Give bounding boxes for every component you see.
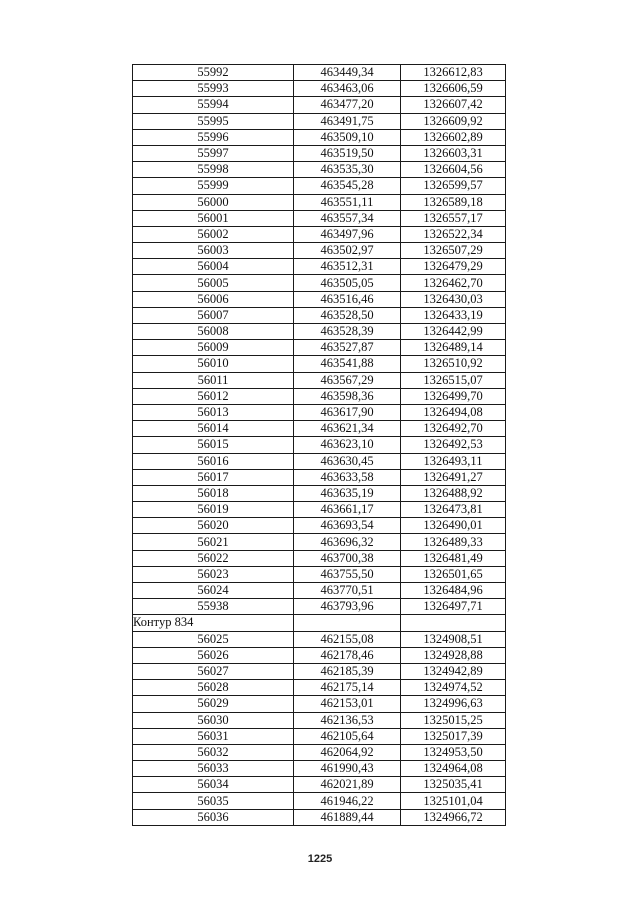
x-coordinate-cell: 463770,51 [294,583,401,599]
x-coordinate-cell: 463463,06 [294,81,401,97]
x-coordinate-cell: 463541,88 [294,356,401,372]
x-coordinate-cell: 461889,44 [294,809,401,825]
x-coordinate-cell: 463696,32 [294,534,401,550]
point-number-cell: 56036 [133,809,294,825]
contour-header-row [133,615,506,631]
y-coordinate-cell: 1326462,70 [401,275,506,291]
point-number-cell: 56035 [133,793,294,809]
table-row [133,502,506,518]
table-row [133,712,506,728]
table-row [133,550,506,566]
point-number-cell: 56012 [133,388,294,404]
table-row [133,113,506,129]
table-row [133,696,506,712]
table-row [133,291,506,307]
table-row [133,340,506,356]
point-number-cell: 56023 [133,566,294,582]
point-number-cell: 56002 [133,226,294,242]
x-coordinate-cell: 462136,53 [294,712,401,728]
point-number-cell: 56033 [133,761,294,777]
x-coordinate-cell: 463545,28 [294,178,401,194]
x-coordinate-cell: 462021,89 [294,777,401,793]
table-row [133,663,506,679]
coordinates-table-body [133,65,506,826]
x-coordinate-cell: 463509,10 [294,129,401,145]
table-row [133,777,506,793]
x-coordinate-cell: 463633,58 [294,469,401,485]
x-coordinate-cell: 462105,64 [294,728,401,744]
y-coordinate-cell: 1325015,25 [401,712,506,728]
point-number-cell: 55994 [133,97,294,113]
x-coordinate-cell: 463630,45 [294,453,401,469]
point-number-cell: 56019 [133,502,294,518]
y-coordinate-cell: 1326489,14 [401,340,506,356]
point-number-cell: 56029 [133,696,294,712]
x-coordinate-cell: 462185,39 [294,663,401,679]
x-coordinate-cell: 462178,46 [294,647,401,663]
point-number-cell: 56018 [133,485,294,501]
y-coordinate-cell: 1326494,08 [401,404,506,420]
y-coordinate-cell: 1324974,52 [401,680,506,696]
y-coordinate-cell: 1326599,57 [401,178,506,194]
y-coordinate-cell: 1324964,08 [401,761,506,777]
y-coordinate-cell: 1326430,03 [401,291,506,307]
point-number-cell: 55993 [133,81,294,97]
x-coordinate-cell: 463519,50 [294,145,401,161]
point-number-cell: 56007 [133,307,294,323]
y-coordinate-cell: 1326522,34 [401,226,506,242]
point-number-cell: 55995 [133,113,294,129]
point-number-cell: 56005 [133,275,294,291]
point-number-cell: 56010 [133,356,294,372]
point-number-cell: 56022 [133,550,294,566]
table-row [133,129,506,145]
table-row [133,243,506,259]
y-coordinate-cell: 1326515,07 [401,372,506,388]
point-number-cell: 56021 [133,534,294,550]
x-coordinate-cell: 463502,97 [294,243,401,259]
x-coordinate-cell: 463635,19 [294,485,401,501]
table-row [133,809,506,825]
table-row [133,145,506,161]
table-row [133,404,506,420]
x-coordinate-cell: 463661,17 [294,502,401,518]
point-number-cell: 56034 [133,777,294,793]
x-coordinate-cell: 463505,05 [294,275,401,291]
point-number-cell: 56001 [133,210,294,226]
point-number-cell: 55999 [133,178,294,194]
table-row [133,744,506,760]
table-row [133,437,506,453]
point-number-cell: 56028 [133,680,294,696]
empty-cell [401,615,506,631]
table-row [133,518,506,534]
x-coordinate-cell: 462153,01 [294,696,401,712]
x-coordinate-cell: 462064,92 [294,744,401,760]
y-coordinate-cell: 1326488,92 [401,485,506,501]
y-coordinate-cell: 1326603,31 [401,145,506,161]
y-coordinate-cell: 1326609,92 [401,113,506,129]
x-coordinate-cell: 463516,46 [294,291,401,307]
y-coordinate-cell: 1326602,89 [401,129,506,145]
point-number-cell: 56004 [133,259,294,275]
y-coordinate-cell: 1326473,81 [401,502,506,518]
y-coordinate-cell: 1326492,53 [401,437,506,453]
table-row [133,453,506,469]
y-coordinate-cell: 1326433,19 [401,307,506,323]
point-number-cell: 56015 [133,437,294,453]
x-coordinate-cell: 463557,34 [294,210,401,226]
table-row [133,421,506,437]
table-row [133,388,506,404]
x-coordinate-cell: 463527,87 [294,340,401,356]
x-coordinate-cell: 463535,30 [294,162,401,178]
point-number-cell: 56006 [133,291,294,307]
point-number-cell: 56008 [133,324,294,340]
y-coordinate-cell: 1326490,01 [401,518,506,534]
y-coordinate-cell: 1326491,27 [401,469,506,485]
x-coordinate-cell: 463621,34 [294,421,401,437]
y-coordinate-cell: 1326589,18 [401,194,506,210]
x-coordinate-cell: 463617,90 [294,404,401,420]
table-row [133,793,506,809]
point-number-cell: 56025 [133,631,294,647]
point-number-cell: 55997 [133,145,294,161]
table-row [133,275,506,291]
point-number-cell: 56000 [133,194,294,210]
y-coordinate-cell: 1326507,29 [401,243,506,259]
x-coordinate-cell: 463623,10 [294,437,401,453]
table-row [133,178,506,194]
x-coordinate-cell: 463512,31 [294,259,401,275]
x-coordinate-cell: 461946,22 [294,793,401,809]
table-row [133,761,506,777]
y-coordinate-cell: 1324942,89 [401,663,506,679]
table-row [133,534,506,550]
y-coordinate-cell: 1326484,96 [401,583,506,599]
y-coordinate-cell: 1325101,04 [401,793,506,809]
x-coordinate-cell: 463497,96 [294,226,401,242]
table-row [133,728,506,744]
table-row [133,583,506,599]
table-row [133,647,506,663]
x-coordinate-cell: 463528,39 [294,324,401,340]
y-coordinate-cell: 1326493,11 [401,453,506,469]
table-row [133,566,506,582]
y-coordinate-cell: 1324928,88 [401,647,506,663]
x-coordinate-cell: 463700,38 [294,550,401,566]
coordinates-table [132,64,506,826]
x-coordinate-cell: 463449,34 [294,65,401,81]
point-number-cell: 56032 [133,744,294,760]
y-coordinate-cell: 1326607,42 [401,97,506,113]
x-coordinate-cell: 463755,50 [294,566,401,582]
table-row [133,259,506,275]
y-coordinate-cell: 1326606,59 [401,81,506,97]
point-number-cell: 55996 [133,129,294,145]
table-row [133,97,506,113]
table-row [133,65,506,81]
y-coordinate-cell: 1324996,63 [401,696,506,712]
y-coordinate-cell: 1326604,56 [401,162,506,178]
table-row [133,599,506,615]
x-coordinate-cell: 463693,54 [294,518,401,534]
page-number: 1225 [307,853,333,865]
x-coordinate-cell: 463598,36 [294,388,401,404]
point-number-cell: 56026 [133,647,294,663]
x-coordinate-cell: 462155,08 [294,631,401,647]
y-coordinate-cell: 1325035,41 [401,777,506,793]
table-row [133,81,506,97]
y-coordinate-cell: 1326489,33 [401,534,506,550]
table-row [133,631,506,647]
point-number-cell: 56003 [133,243,294,259]
point-number-cell: 56020 [133,518,294,534]
table-row [133,210,506,226]
y-coordinate-cell: 1324953,50 [401,744,506,760]
y-coordinate-cell: 1326481,49 [401,550,506,566]
y-coordinate-cell: 1326557,17 [401,210,506,226]
x-coordinate-cell: 462175,14 [294,680,401,696]
point-number-cell: 56027 [133,663,294,679]
point-number-cell: 56013 [133,404,294,420]
empty-cell [294,615,401,631]
table-row [133,372,506,388]
table-row [133,324,506,340]
x-coordinate-cell: 461990,43 [294,761,401,777]
y-coordinate-cell: 1326479,29 [401,259,506,275]
point-number-cell: 56014 [133,421,294,437]
point-number-cell: 56030 [133,712,294,728]
x-coordinate-cell: 463567,29 [294,372,401,388]
x-coordinate-cell: 463793,96 [294,599,401,615]
y-coordinate-cell: 1326492,70 [401,421,506,437]
table-row [133,162,506,178]
contour-label: Контур 834 [133,615,294,631]
table-row [133,307,506,323]
point-number-cell: 56009 [133,340,294,356]
x-coordinate-cell: 463528,50 [294,307,401,323]
table-row [133,469,506,485]
y-coordinate-cell: 1326497,71 [401,599,506,615]
table-row [133,194,506,210]
x-coordinate-cell: 463551,11 [294,194,401,210]
x-coordinate-cell: 463477,20 [294,97,401,113]
y-coordinate-cell: 1325017,39 [401,728,506,744]
point-number-cell: 55998 [133,162,294,178]
y-coordinate-cell: 1326510,92 [401,356,506,372]
point-number-cell: 56017 [133,469,294,485]
y-coordinate-cell: 1324966,72 [401,809,506,825]
point-number-cell: 56011 [133,372,294,388]
y-coordinate-cell: 1326501,65 [401,566,506,582]
table-row [133,680,506,696]
y-coordinate-cell: 1324908,51 [401,631,506,647]
point-number-cell: 56024 [133,583,294,599]
point-number-cell: 55992 [133,65,294,81]
point-number-cell: 56016 [133,453,294,469]
x-coordinate-cell: 463491,75 [294,113,401,129]
y-coordinate-cell: 1326442,99 [401,324,506,340]
y-coordinate-cell: 1326499,70 [401,388,506,404]
y-coordinate-cell: 1326612,83 [401,65,506,81]
table-row [133,485,506,501]
point-number-cell: 56031 [133,728,294,744]
table-row [133,226,506,242]
table-row [133,356,506,372]
point-number-cell: 55938 [133,599,294,615]
